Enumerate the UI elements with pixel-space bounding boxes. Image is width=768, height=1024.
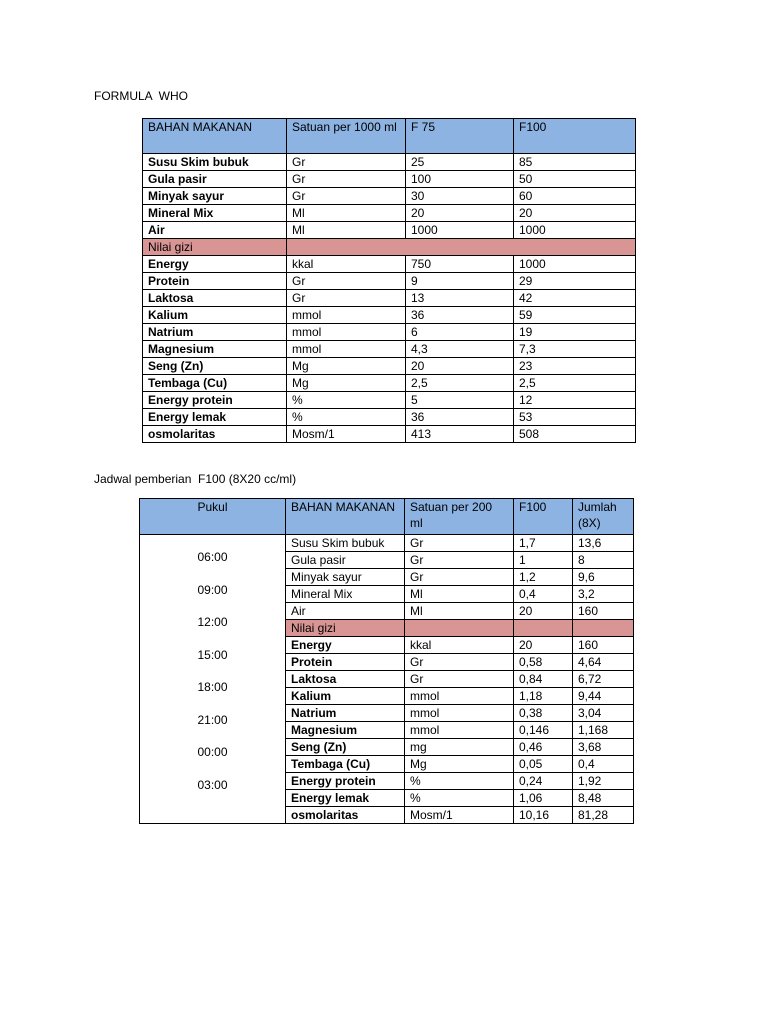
table-cell: Protein [143,273,287,290]
table-cell: 10,16 [514,807,573,824]
table-cell: 0,46 [514,739,573,756]
table-cell: Air [286,603,405,620]
feeding-time: 18:00 [197,680,228,694]
table-cell: Natrium [143,324,287,341]
table-cell: 0,4 [514,586,573,603]
table-cell: Energy protein [286,773,405,790]
table-cell: Magnesium [143,341,287,358]
table-header-row [140,499,634,535]
table-cell: Gr [405,654,514,671]
table-cell: 20 [514,637,573,654]
table-cell: Gr [287,188,406,205]
table-cell: Mineral Mix [143,205,287,222]
feeding-schedule-table [139,498,634,824]
table-cell: mmol [287,307,406,324]
table-cell: Gr [287,273,406,290]
table-cell: 20 [406,205,514,222]
table-cell: 2,5 [514,375,636,392]
table-cell: Gr [287,154,406,171]
table-cell: 19 [514,324,636,341]
table-row [143,324,636,341]
table-cell: Energy lemak [286,790,405,807]
table-row [140,535,634,552]
table-cell: 23 [514,358,636,375]
table-cell: 8,48 [573,790,634,807]
table-cell: Ml [287,205,406,222]
table-cell: Mosm/1 [287,426,406,443]
table-cell: Gr [287,290,406,307]
table-cell: 0,38 [514,705,573,722]
table-cell: mmol [405,722,514,739]
table-cell: Gr [287,171,406,188]
table-cell: 160 [573,637,634,654]
feeding-time: 12:00 [197,615,228,629]
table-row [143,358,636,375]
table-cell: osmolaritas [143,426,287,443]
feeding-time: 06:00 [197,550,228,564]
table-cell: 0,4 [573,756,634,773]
table-cell: 3,04 [573,705,634,722]
table-cell: Ml [405,586,514,603]
table-cell: 85 [514,154,636,171]
table-row [143,256,636,273]
column-header: BAHAN MAKANAN [286,499,405,535]
table-cell: 1,7 [514,535,573,552]
table-cell: 81,28 [573,807,634,824]
table-cell: 20 [514,205,636,222]
table-row [143,307,636,324]
table-cell: 1,18 [514,688,573,705]
table-cell: Susu Skim bubuk [286,535,405,552]
table-cell: 13,6 [573,535,634,552]
table2-title: Jadwal pemberian F100 (8X20 cc/ml) [94,472,297,486]
table-cell: 0,05 [514,756,573,773]
feeding-time: 00:00 [197,745,228,759]
table-cell: Minyak sayur [286,569,405,586]
table-cell: 36 [406,307,514,324]
table-cell: 50 [514,171,636,188]
table-row [143,154,636,171]
table-cell: 13 [406,290,514,307]
nilai-gizi-fill [405,620,514,637]
table-header-row [143,119,636,154]
table-cell: kkal [287,256,406,273]
table-cell: % [405,773,514,790]
table1-title: FORMULA WHO [94,89,189,103]
table-row [143,409,636,426]
table-cell: Laktosa [286,671,405,688]
table-cell: 0,58 [514,654,573,671]
table-cell: Ml [287,222,406,239]
nilai-gizi-label: Nilai gizi [143,239,287,256]
table-cell: mmol [287,341,406,358]
table-cell: mmol [405,705,514,722]
table-cell: 7,3 [514,341,636,358]
table-cell: 5 [406,392,514,409]
column-header: F 75 [406,119,514,154]
table-cell: Energy protein [143,392,287,409]
table-cell: 1,168 [573,722,634,739]
table-cell: Energy [143,256,287,273]
table-cell: 36 [406,409,514,426]
table-cell: Mg [405,756,514,773]
table-cell: Tembaga (Cu) [286,756,405,773]
table-cell: Seng (Zn) [286,739,405,756]
formula-who-table [142,118,636,443]
table-row [143,222,636,239]
table-cell: Kalium [286,688,405,705]
table-cell: Ml [405,603,514,620]
table-cell: 1,92 [573,773,634,790]
table-cell: Gula pasir [143,171,287,188]
table-row [143,188,636,205]
table-cell: 1000 [406,222,514,239]
table-cell: Energy [286,637,405,654]
column-header: F100 [514,499,573,535]
table-cell: 2,5 [406,375,514,392]
table-cell: 1,06 [514,790,573,807]
table-cell: 12 [514,392,636,409]
table-cell: Tembaga (Cu) [143,375,287,392]
table-cell: % [287,392,406,409]
table-cell: 100 [406,171,514,188]
column-header: Pukul [140,499,286,535]
feeding-time: 15:00 [197,647,228,662]
table-cell: 0,84 [514,671,573,688]
nilai-gizi-row [143,239,636,256]
table-cell: 413 [406,426,514,443]
nilai-gizi-label: Nilai gizi [286,620,405,637]
table-cell: 20 [406,358,514,375]
table-cell: 30 [406,188,514,205]
table-cell: osmolaritas [286,807,405,824]
table-cell: Protein [286,654,405,671]
column-header: Satuan per 1000 ml [287,119,406,154]
table-cell: Mg [287,358,406,375]
table-row [143,392,636,409]
table-cell: 42 [514,290,636,307]
table-cell: 3,68 [573,739,634,756]
table-cell: mmol [405,688,514,705]
table-cell: 25 [406,154,514,171]
table-cell: 3,2 [573,586,634,603]
table-cell: Gr [405,535,514,552]
table-cell: 1,2 [514,569,573,586]
table-cell: 6,72 [573,671,634,688]
table-cell: Natrium [286,705,405,722]
table-cell: 750 [406,256,514,273]
table-cell: 59 [514,307,636,324]
table-cell: Susu Skim bubuk [143,154,287,171]
table-cell: 8 [573,552,634,569]
feeding-time: 09:00 [197,582,228,597]
table-cell: Gula pasir [286,552,405,569]
column-header: Jumlah (8X) [573,499,634,535]
nilai-gizi-fill [514,620,573,637]
table-cell: 6 [406,324,514,341]
table-cell: Air [143,222,287,239]
table-cell: 53 [514,409,636,426]
table-cell: 20 [514,603,573,620]
table-cell: Mg [287,375,406,392]
table-cell: 0,24 [514,773,573,790]
table-cell: mmol [287,324,406,341]
table-row [143,290,636,307]
table-cell: Minyak sayur [143,188,287,205]
table-row [143,426,636,443]
table-cell: 508 [514,426,636,443]
table-cell: % [405,790,514,807]
table-cell: Mineral Mix [286,586,405,603]
table-cell: Energy lemak [143,409,287,426]
table-cell: 160 [573,603,634,620]
table-cell: 1000 [514,256,636,273]
table-cell: 4,64 [573,654,634,671]
table-cell: % [287,409,406,426]
table-cell: Laktosa [143,290,287,307]
column-header: BAHAN MAKANAN [143,119,287,154]
table-cell: Seng (Zn) [143,358,287,375]
table-row [143,205,636,222]
column-header: Satuan per 200 ml [405,499,514,535]
table-row [143,375,636,392]
table-cell: 9,6 [573,569,634,586]
table-cell: kkal [405,637,514,654]
table-cell: Magnesium [286,722,405,739]
nilai-gizi-fill [573,620,634,637]
feeding-time: 03:00 [197,777,228,792]
table-cell: 1 [514,552,573,569]
table-cell: 9,44 [573,688,634,705]
table-cell: 0,146 [514,722,573,739]
table-cell: 29 [514,273,636,290]
table-cell: 1000 [514,222,636,239]
table-cell: 4,3 [406,341,514,358]
table-row [143,171,636,188]
table-cell: 60 [514,188,636,205]
table-row [143,341,636,358]
table-cell: Gr [405,671,514,688]
table-cell: Gr [405,552,514,569]
table-cell: Mosm/1 [405,807,514,824]
column-header: F100 [514,119,636,154]
table-cell: mg [405,739,514,756]
table-cell: Gr [405,569,514,586]
table-row [143,273,636,290]
table-cell: 9 [406,273,514,290]
pukul-times-cell [140,535,286,824]
table-cell: Kalium [143,307,287,324]
feeding-time: 21:00 [197,712,228,727]
nilai-gizi-fill [287,239,636,256]
